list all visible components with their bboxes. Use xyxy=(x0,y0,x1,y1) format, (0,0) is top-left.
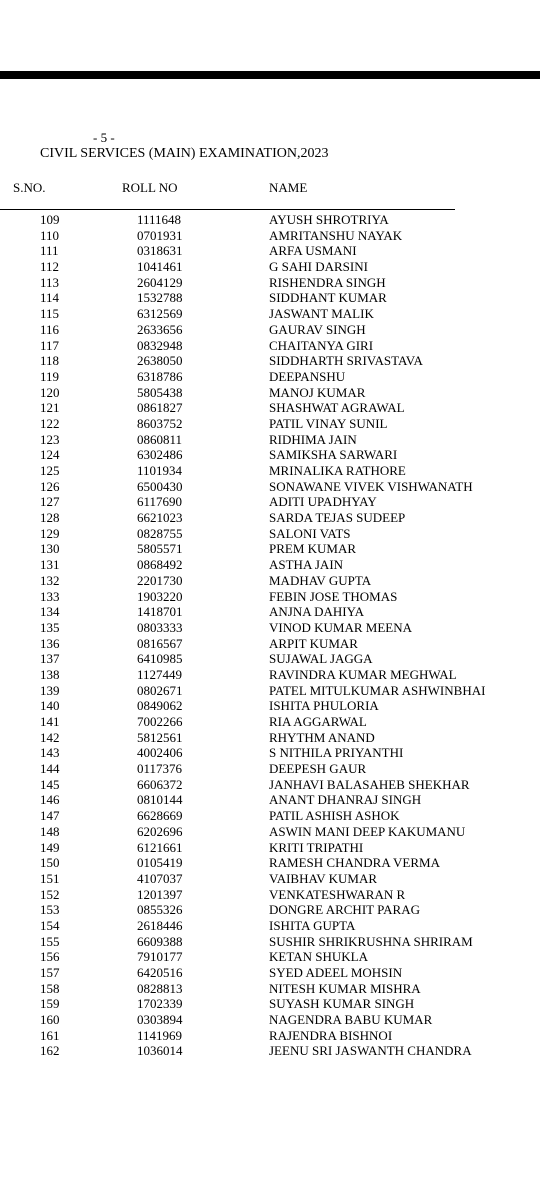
serial-number-cell: 146 xyxy=(40,792,60,808)
table-row xyxy=(0,432,540,448)
table-row xyxy=(0,620,540,636)
roll-number-cell: 5805438 xyxy=(137,384,183,400)
candidate-name-cell: ANANT DHANRAJ SINGH xyxy=(269,792,422,808)
serial-number-cell: 129 xyxy=(40,525,60,541)
serial-number-cell: 153 xyxy=(40,902,60,918)
roll-number-cell: 0828755 xyxy=(137,525,183,541)
table-row xyxy=(0,479,540,495)
roll-number-cell: 0117376 xyxy=(137,761,183,777)
column-header-sno: S.NO. xyxy=(13,180,46,195)
serial-number-cell: 145 xyxy=(40,776,60,792)
roll-number-cell: 6318786 xyxy=(137,368,183,384)
roll-number-cell: 2638050 xyxy=(137,353,183,369)
table-row xyxy=(0,416,540,432)
candidate-name-cell: JEENU SRI JASWANTH CHANDRA xyxy=(269,1043,472,1059)
candidate-name-cell: VENKATESHWARAN R xyxy=(269,886,406,902)
serial-number-cell: 118 xyxy=(40,353,60,369)
table-row xyxy=(0,228,540,244)
table-row xyxy=(0,589,540,605)
candidate-name-cell: SUYASH KUMAR SINGH xyxy=(269,996,415,1012)
candidate-name-cell: RHYTHM ANAND xyxy=(269,729,375,745)
roll-number-cell: 6420516 xyxy=(137,965,183,980)
candidate-name-cell: ISHITA PHULORIA xyxy=(269,698,379,714)
candidate-name-cell: DEEPESH GAUR xyxy=(269,761,367,777)
serial-number-cell: 122 xyxy=(40,415,60,431)
roll-number-cell: 1201397 xyxy=(137,886,183,902)
table-row xyxy=(0,745,540,761)
roll-number-cell: 6202696 xyxy=(137,823,183,839)
roll-number-cell: 0803333 xyxy=(137,619,183,635)
roll-number-cell: 8603752 xyxy=(137,415,183,431)
table-row xyxy=(0,949,540,965)
serial-number-cell: 117 xyxy=(40,337,60,353)
candidate-name-cell: KRITI TRIPATHI xyxy=(269,839,364,855)
table-row xyxy=(0,275,540,291)
serial-number-cell: 133 xyxy=(40,588,60,604)
roll-number-cell: 0855326 xyxy=(137,902,183,918)
candidate-name-cell: NAGENDRA BABU KUMAR xyxy=(269,1012,433,1028)
table-row xyxy=(0,683,540,699)
serial-number-cell: 150 xyxy=(40,855,60,871)
table-row xyxy=(0,636,540,652)
serial-number-cell: 132 xyxy=(40,572,60,588)
serial-number-cell: 158 xyxy=(40,980,60,996)
candidate-name-cell: VAIBHAV KUMAR xyxy=(269,870,377,886)
roll-number-cell: 0810144 xyxy=(137,792,183,808)
roll-number-cell: 0105419 xyxy=(137,855,183,871)
candidate-name-cell: SIDDHANT KUMAR xyxy=(269,290,387,306)
candidate-name-cell: DONGRE ARCHIT PARAG xyxy=(269,902,420,918)
roll-number-cell: 1111648 xyxy=(137,212,182,227)
serial-number-cell: 111 xyxy=(40,243,59,259)
serial-number-cell: 121 xyxy=(40,400,60,416)
table-row xyxy=(0,243,540,259)
table-row xyxy=(0,698,540,714)
roll-number-cell: 0860811 xyxy=(137,431,183,447)
roll-number-cell: 1036014 xyxy=(137,1043,183,1059)
candidate-name-cell: JANHAVI BALASAHEB SHEKHAR xyxy=(269,776,470,792)
roll-number-cell: 0832948 xyxy=(137,337,183,353)
column-header-name: NAME xyxy=(269,180,308,195)
header-divider xyxy=(0,209,455,210)
serial-number-cell: 130 xyxy=(40,541,60,557)
table-row xyxy=(0,1043,540,1059)
candidate-name-cell: PATIL VINAY SUNIL xyxy=(269,415,388,431)
serial-number-cell: 124 xyxy=(40,447,60,463)
serial-number-cell: 138 xyxy=(40,666,60,682)
table-row xyxy=(0,887,540,903)
roll-number-cell: 0816567 xyxy=(137,635,183,651)
roll-number-cell: 6117690 xyxy=(137,494,183,510)
roll-number-cell: 1101934 xyxy=(137,463,183,478)
roll-number-cell: 1041461 xyxy=(137,259,183,275)
candidate-name-cell: SIDDHARTH SRIVASTAVA xyxy=(269,353,423,369)
candidate-name-cell: PATEL MITULKUMAR ASHWINBHAI xyxy=(269,682,486,698)
table-row xyxy=(0,902,540,918)
table-row xyxy=(0,290,540,306)
serial-number-cell: 110 xyxy=(40,227,60,243)
serial-number-cell: 147 xyxy=(40,808,60,824)
table-row xyxy=(0,526,540,542)
serial-number-cell: 144 xyxy=(40,761,60,777)
candidate-name-cell: SONAWANE VIVEK VISHWANATH xyxy=(269,478,473,494)
serial-number-cell: 120 xyxy=(40,384,60,400)
serial-number-cell: 114 xyxy=(40,290,60,306)
roll-number-cell: 1903220 xyxy=(137,588,183,604)
candidate-name-cell: ISHITA GUPTA xyxy=(269,917,356,933)
serial-number-cell: 152 xyxy=(40,886,60,902)
serial-number-cell: 131 xyxy=(40,557,60,573)
serial-number-cell: 115 xyxy=(40,306,60,322)
candidate-name-cell: GAURAV SINGH xyxy=(269,321,366,337)
table-row xyxy=(0,761,540,777)
table-row xyxy=(0,651,540,667)
candidate-name-cell: SARDA TEJAS SUDEEP xyxy=(269,510,406,526)
roll-number-cell: 7910177 xyxy=(137,949,183,965)
table-row xyxy=(0,996,540,1012)
roll-number-cell: 0861827 xyxy=(137,400,183,416)
top-black-rule xyxy=(0,71,540,79)
candidate-name-cell: AMRITANSHU NAYAK xyxy=(269,227,403,243)
candidate-name-cell: RAMESH CHANDRA VERMA xyxy=(269,855,440,871)
roll-number-cell: 1127449 xyxy=(137,666,183,682)
column-header-roll-no: ROLL NO xyxy=(122,180,178,195)
serial-number-cell: 156 xyxy=(40,949,60,965)
table-row xyxy=(0,714,540,730)
table-row xyxy=(0,918,540,934)
table-row xyxy=(0,604,540,620)
serial-number-cell: 140 xyxy=(40,698,60,714)
table-row xyxy=(0,338,540,354)
roll-number-cell: 6302486 xyxy=(137,447,183,463)
candidate-name-cell: MRINALIKA RATHORE xyxy=(269,463,406,478)
roll-number-cell: 6609388 xyxy=(137,933,183,949)
roll-number-cell: 0318631 xyxy=(137,243,183,259)
roll-number-cell: 2201730 xyxy=(137,572,183,588)
table-row xyxy=(0,573,540,589)
table-row xyxy=(0,1012,540,1028)
roll-number-cell: 0868492 xyxy=(137,557,183,573)
serial-number-cell: 162 xyxy=(40,1043,60,1059)
table-row xyxy=(0,871,540,887)
candidate-name-cell: KETAN SHUKLA xyxy=(269,949,368,965)
serial-number-cell: 160 xyxy=(40,1012,60,1028)
roll-number-cell: 1141969 xyxy=(137,1027,183,1043)
roll-number-cell: 6606372 xyxy=(137,776,183,792)
table-row xyxy=(0,541,540,557)
serial-number-cell: 119 xyxy=(40,368,60,384)
serial-number-cell: 149 xyxy=(40,839,60,855)
candidate-name-cell: SALONI VATS xyxy=(269,525,351,541)
serial-number-cell: 142 xyxy=(40,729,60,745)
roll-number-cell: 1418701 xyxy=(137,604,183,620)
serial-number-cell: 151 xyxy=(40,870,60,886)
candidate-name-cell: S NITHILA PRIYANTHI xyxy=(269,745,404,761)
roll-number-cell: 0849062 xyxy=(137,698,183,714)
candidate-name-cell: FEBIN JOSE THOMAS xyxy=(269,588,398,604)
serial-number-cell: 128 xyxy=(40,510,60,526)
page-number: - 5 - xyxy=(93,130,115,145)
roll-number-cell: 7002266 xyxy=(137,714,183,729)
serial-number-cell: 141 xyxy=(40,714,60,729)
table-row xyxy=(0,730,540,746)
table-row xyxy=(0,463,540,479)
candidate-name-cell: RIDHIMA JAIN xyxy=(269,431,357,447)
table-row xyxy=(0,400,540,416)
serial-number-cell: 135 xyxy=(40,619,60,635)
candidate-name-cell: PATIL ASHISH ASHOK xyxy=(269,808,400,824)
serial-number-cell: 161 xyxy=(40,1027,60,1043)
results-list xyxy=(0,212,540,1059)
serial-number-cell: 159 xyxy=(40,996,60,1012)
candidate-name-cell: NITESH KUMAR MISHRA xyxy=(269,980,421,996)
candidate-name-cell: MANOJ KUMAR xyxy=(269,384,366,400)
table-row xyxy=(0,667,540,683)
roll-number-cell: 1532788 xyxy=(137,290,183,306)
roll-number-cell: 6410985 xyxy=(137,651,183,667)
serial-number-cell: 157 xyxy=(40,965,60,980)
table-row xyxy=(0,855,540,871)
roll-number-cell: 1702339 xyxy=(137,996,183,1012)
roll-number-cell: 0701931 xyxy=(137,227,183,243)
table-row xyxy=(0,385,540,401)
roll-number-cell: 5805571 xyxy=(137,541,183,557)
table-row xyxy=(0,981,540,997)
candidate-name-cell: SAMIKSHA SARWARI xyxy=(269,447,398,463)
serial-number-cell: 116 xyxy=(40,321,60,337)
roll-number-cell: 4002406 xyxy=(137,745,183,761)
candidate-name-cell: AYUSH SHROTRIYA xyxy=(269,212,389,227)
table-row xyxy=(0,494,540,510)
candidate-name-cell: ADITI UPADHYAY xyxy=(269,494,377,510)
serial-number-cell: 137 xyxy=(40,651,60,667)
table-row xyxy=(0,322,540,338)
roll-number-cell: 5812561 xyxy=(137,729,183,745)
table-row xyxy=(0,792,540,808)
serial-number-cell: 112 xyxy=(40,259,60,275)
serial-number-cell: 127 xyxy=(40,494,60,510)
candidate-name-cell: ANJNA DAHIYA xyxy=(269,604,364,620)
table-row xyxy=(0,369,540,385)
serial-number-cell: 155 xyxy=(40,933,60,949)
serial-number-cell: 143 xyxy=(40,745,60,761)
candidate-name-cell: SUJAWAL JAGGA xyxy=(269,651,373,667)
roll-number-cell: 0303894 xyxy=(137,1012,183,1028)
candidate-name-cell: SHASHWAT AGRAWAL xyxy=(269,400,405,416)
candidate-name-cell: JASWANT MALIK xyxy=(269,306,374,322)
table-row xyxy=(0,510,540,526)
candidate-name-cell: ARFA USMANI xyxy=(269,243,357,259)
table-row xyxy=(0,840,540,856)
roll-number-cell: 0828813 xyxy=(137,980,183,996)
candidate-name-cell: DEEPANSHU xyxy=(269,368,346,384)
roll-number-cell: 6500430 xyxy=(137,478,183,494)
roll-number-cell: 2618446 xyxy=(137,917,183,933)
table-row xyxy=(0,353,540,369)
roll-number-cell: 0802671 xyxy=(137,682,183,698)
candidate-name-cell: ASWIN MANI DEEP KAKUMANU xyxy=(269,823,466,839)
table-row xyxy=(0,306,540,322)
candidate-name-cell: SYED ADEEL MOHSIN xyxy=(269,965,403,980)
candidate-name-cell: ASTHA JAIN xyxy=(269,557,344,573)
serial-number-cell: 126 xyxy=(40,478,60,494)
serial-number-cell: 136 xyxy=(40,635,60,651)
candidate-name-cell: PREM KUMAR xyxy=(269,541,357,557)
serial-number-cell: 139 xyxy=(40,682,60,698)
serial-number-cell: 134 xyxy=(40,604,60,620)
table-row xyxy=(0,965,540,981)
table-row xyxy=(0,777,540,793)
roll-number-cell: 6312569 xyxy=(137,306,183,322)
serial-number-cell: 148 xyxy=(40,823,60,839)
roll-number-cell: 4107037 xyxy=(137,870,183,886)
candidate-name-cell: G SAHI DARSINI xyxy=(269,259,368,275)
roll-number-cell: 2604129 xyxy=(137,274,183,290)
serial-number-cell: 113 xyxy=(40,274,60,290)
serial-number-cell: 154 xyxy=(40,917,60,933)
serial-number-cell: 123 xyxy=(40,431,60,447)
candidate-name-cell: RISHENDRA SINGH xyxy=(269,274,386,290)
candidate-name-cell: RAVINDRA KUMAR MEGHWAL xyxy=(269,666,457,682)
serial-number-cell: 109 xyxy=(40,212,60,227)
roll-number-cell: 6621023 xyxy=(137,510,183,526)
table-row xyxy=(0,557,540,573)
table-row xyxy=(0,934,540,950)
candidate-name-cell: RIA AGGARWAL xyxy=(269,714,367,729)
exam-title: CIVIL SERVICES (MAIN) EXAMINATION,2023 xyxy=(40,146,329,161)
table-row xyxy=(0,1028,540,1044)
table-row xyxy=(0,447,540,463)
candidate-name-cell: SUSHIR SHRIKRUSHNA SHRIRAM xyxy=(269,933,473,949)
roll-number-cell: 6121661 xyxy=(137,839,183,855)
candidate-name-cell: RAJENDRA BISHNOI xyxy=(269,1027,393,1043)
roll-number-cell: 2633656 xyxy=(137,321,183,337)
table-row xyxy=(0,259,540,275)
roll-number-cell: 6628669 xyxy=(137,808,183,824)
table-row xyxy=(0,808,540,824)
candidate-name-cell: CHAITANYA GIRI xyxy=(269,337,374,353)
table-row xyxy=(0,824,540,840)
candidate-name-cell: VINOD KUMAR MEENA xyxy=(269,619,412,635)
table-row xyxy=(0,212,540,228)
candidate-name-cell: ARPIT KUMAR xyxy=(269,635,358,651)
serial-number-cell: 125 xyxy=(40,463,60,478)
candidate-name-cell: MADHAV GUPTA xyxy=(269,572,372,588)
